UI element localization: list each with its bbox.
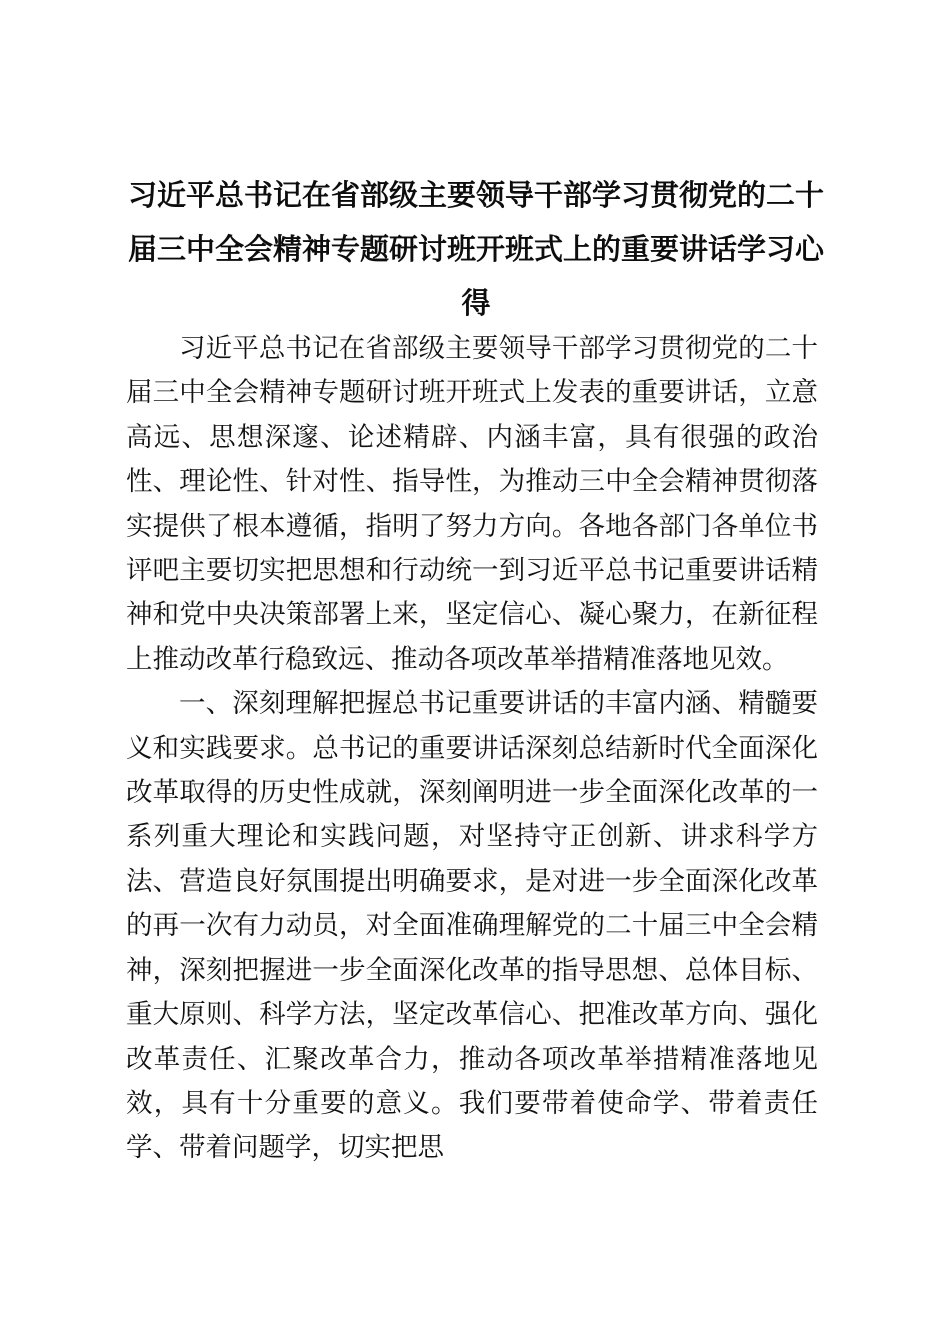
body-paragraph-intro: 习近平总书记在省部级主要领导干部学习贯彻党的二十届三中全会精神专题研讨班开班式上发表的重要讲话，立意高远、思想深邃、论述精辟、内涵丰富，具有很强的政治性、理论性、针对性、指导性，为推动三中全会精神贯彻落实提供了根本遵循，指明了努力方向。各地各部门各单位书评吧主要切实把思想和行动统一到习近平总书记重要讲话精神和党中央决策部署上来，坚定信心、凝心聚力，在新征程上推动改革行稳致远、推动各项改革举措精准落地见效。 xyxy=(126,333,818,675)
document-body xyxy=(126,327,818,1171)
body-paragraph-section-one: 一、深刻理解把握总书记重要讲话的丰富内涵、精髓要义和实践要求。总书记的重要讲话深刻总结新时代全面深化改革取得的历史性成就，深刻阐明进一步全面深化改革的一系列重大理论和实践问题，对坚持守正创新、讲求科学方法、营造良好氛围提出明确要求，是对进一步全面深化改革的再一次有力动员，对全面准确理解党的二十届三中全会精神，深刻把握进一步全面深化改革的指导思想、总体目标、重大原则、科学方法，坚定改革信心、把准改革方向、强化改革责任、汇聚改革合力，推动各项改革举措精准落地见效，具有十分重要的意义。我们要带着使命学、带着责任学、带着问题学，切实把思 xyxy=(126,688,818,1164)
document-title: 习近平总书记在省部级主要领导干部学习贯彻党的二十届三中全会精神专题研讨班开班式上的重要讲话学习心得 xyxy=(127,178,824,320)
